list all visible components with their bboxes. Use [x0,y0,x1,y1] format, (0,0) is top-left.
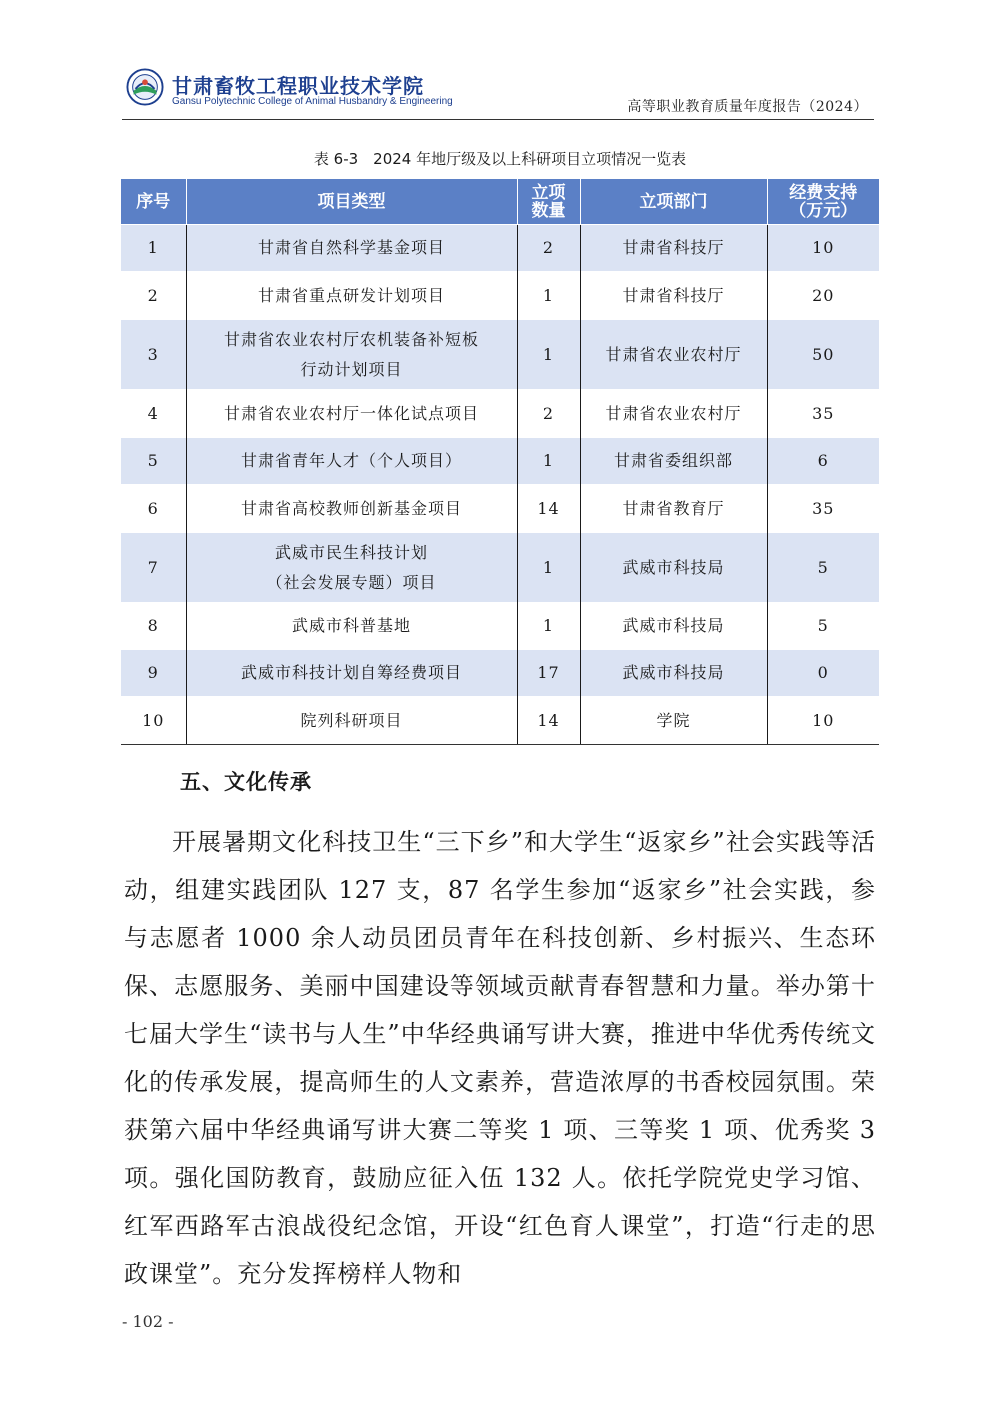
cell-type [186,650,517,697]
cell-type [186,438,517,485]
cell-type-line: 武威市科普基地 [291,616,411,635]
cell-count: 1 [517,603,580,650]
column-header-no: 序号 [121,179,186,225]
cell-type [186,603,517,650]
cell-dept: 甘肃省科技厅 [580,272,767,320]
school-emblem-icon [126,68,164,106]
cell-count: 2 [517,390,580,438]
cell-funding: 5 [767,533,879,603]
cell-no: 9 [121,650,186,697]
cell-count: 17 [517,650,580,697]
section-title: 五、文化传承 [180,770,312,794]
cell-funding: 10 [767,697,879,745]
cell-dept: 甘肃省科技厅 [580,225,767,272]
cell-count: 14 [517,697,580,745]
cell-dept: 武威市科技局 [580,650,767,697]
cell-funding: 50 [767,320,879,390]
cell-count: 14 [517,485,580,533]
page-number: - 102 - [122,1312,174,1331]
cell-type [186,390,517,438]
cell-dept: 甘肃省农业农村厅 [580,390,767,438]
cell-type-line: （社会发展专题）项目 [266,572,437,592]
cell-funding: 20 [767,272,879,320]
cell-count: 1 [517,533,580,603]
cell-funding: 5 [767,603,879,650]
table-row [121,533,879,603]
school-name-cn: 甘肃畜牧工程职业技术学院 [172,74,424,98]
table-header-row [121,179,879,225]
cell-dept: 甘肃省农业农村厅 [580,320,767,390]
cell-no: 6 [121,485,186,533]
cell-funding: 10 [767,225,879,272]
report-title: 高等职业教育质量年度报告（2024） [627,99,868,115]
cell-count: 1 [517,320,580,390]
school-name-en: Gansu Polytechnic College of Animal Husbandry & Engineering [172,96,453,107]
table-row [121,320,879,390]
section-body-text: 开展暑期文化科技卫生“三下乡”和大学生“返家乡”社会实践等活动，组建实践团队 127 支，87 名学生参加“返家乡”社会实践，参与志愿者 1000 余人动员团员青年在科技创新、乡村振兴、生态环保、志愿服务、美丽中国建设等领域贡献青春智慧和力量。举办第十七届大学生“读书与人生”中华经典诵写讲大赛，推进中华优秀传统文化的传承发展，提高师生的人文素养，营造浓厚的书香校园氛围。荣获第六届中华经典诵写讲大赛二等奖 1 项、三等奖 1 项、优秀奖 3 项。强化国防教育，鼓励应征入伍 132 人。依托学院党史学习馆、红军西路军古浪战役纪念馆，开设“红色育人课堂”，打造“行走的思政课堂”。充分发挥榜样人物和 [124,828,876,1288]
research-projects-table [121,179,879,745]
cell-type-line: 甘肃省重点研发计划项目 [257,285,445,305]
table-row [121,697,879,745]
cell-funding: 0 [767,650,879,697]
cell-no: 1 [121,225,186,272]
cell-no: 4 [121,390,186,438]
cell-type-line: 甘肃省高校教师创新基金项目 [240,498,462,518]
cell-no: 7 [121,533,186,603]
page-header [122,62,874,120]
cell-no: 8 [121,603,186,650]
cell-dept: 甘肃省教育厅 [580,485,767,533]
cell-type [186,533,517,603]
cell-no: 2 [121,272,186,320]
cell-count: 2 [517,225,580,272]
cell-no: 5 [121,438,186,485]
table-row [121,603,879,650]
column-header-type: 项目类型 [186,179,517,225]
table-row [121,272,879,320]
table-caption: 表 6-3 2024 年地厅级及以上科研项目立项情况一览表 [313,150,687,168]
table-row [121,650,879,697]
cell-type [186,485,517,533]
table-row [121,225,879,272]
cell-type-line: 院列科研项目 [300,710,403,730]
cell-dept: 甘肃省委组织部 [580,438,767,485]
cell-type-line: 甘肃省青年人才（个人项目） [240,451,462,470]
column-header-count: 立项 数量 [517,179,580,225]
cell-type [186,272,517,320]
column-header-funding: 经费支持 （万元） [767,179,879,225]
cell-type [186,225,517,272]
cell-type [186,320,517,390]
column-header-dept: 立项部门 [580,179,767,225]
table-row [121,438,879,485]
table-row [121,390,879,438]
cell-funding: 35 [767,390,879,438]
cell-count: 1 [517,438,580,485]
cell-dept: 武威市科技局 [580,603,767,650]
cell-type-line: 武威市民生科技计划 [274,542,428,562]
cell-type-line: 甘肃省自然科学基金项目 [257,238,445,257]
cell-type-line: 甘肃省农业农村厅农机装备补短板 [223,329,479,349]
cell-dept: 武威市科技局 [580,533,767,603]
cell-funding: 35 [767,485,879,533]
cell-count: 1 [517,272,580,320]
cell-dept: 学院 [580,697,767,745]
cell-no: 10 [121,697,186,745]
cell-type-line: 甘肃省农业农村厅一体化试点项目 [223,403,479,423]
cell-type-line: 行动计划项目 [300,359,403,379]
header-divider [122,119,874,120]
cell-no: 3 [121,320,186,390]
cell-type-line: 武威市科技计划自筹经费项目 [240,663,462,682]
cell-type [186,697,517,745]
cell-funding: 6 [767,438,879,485]
table-row [121,485,879,533]
